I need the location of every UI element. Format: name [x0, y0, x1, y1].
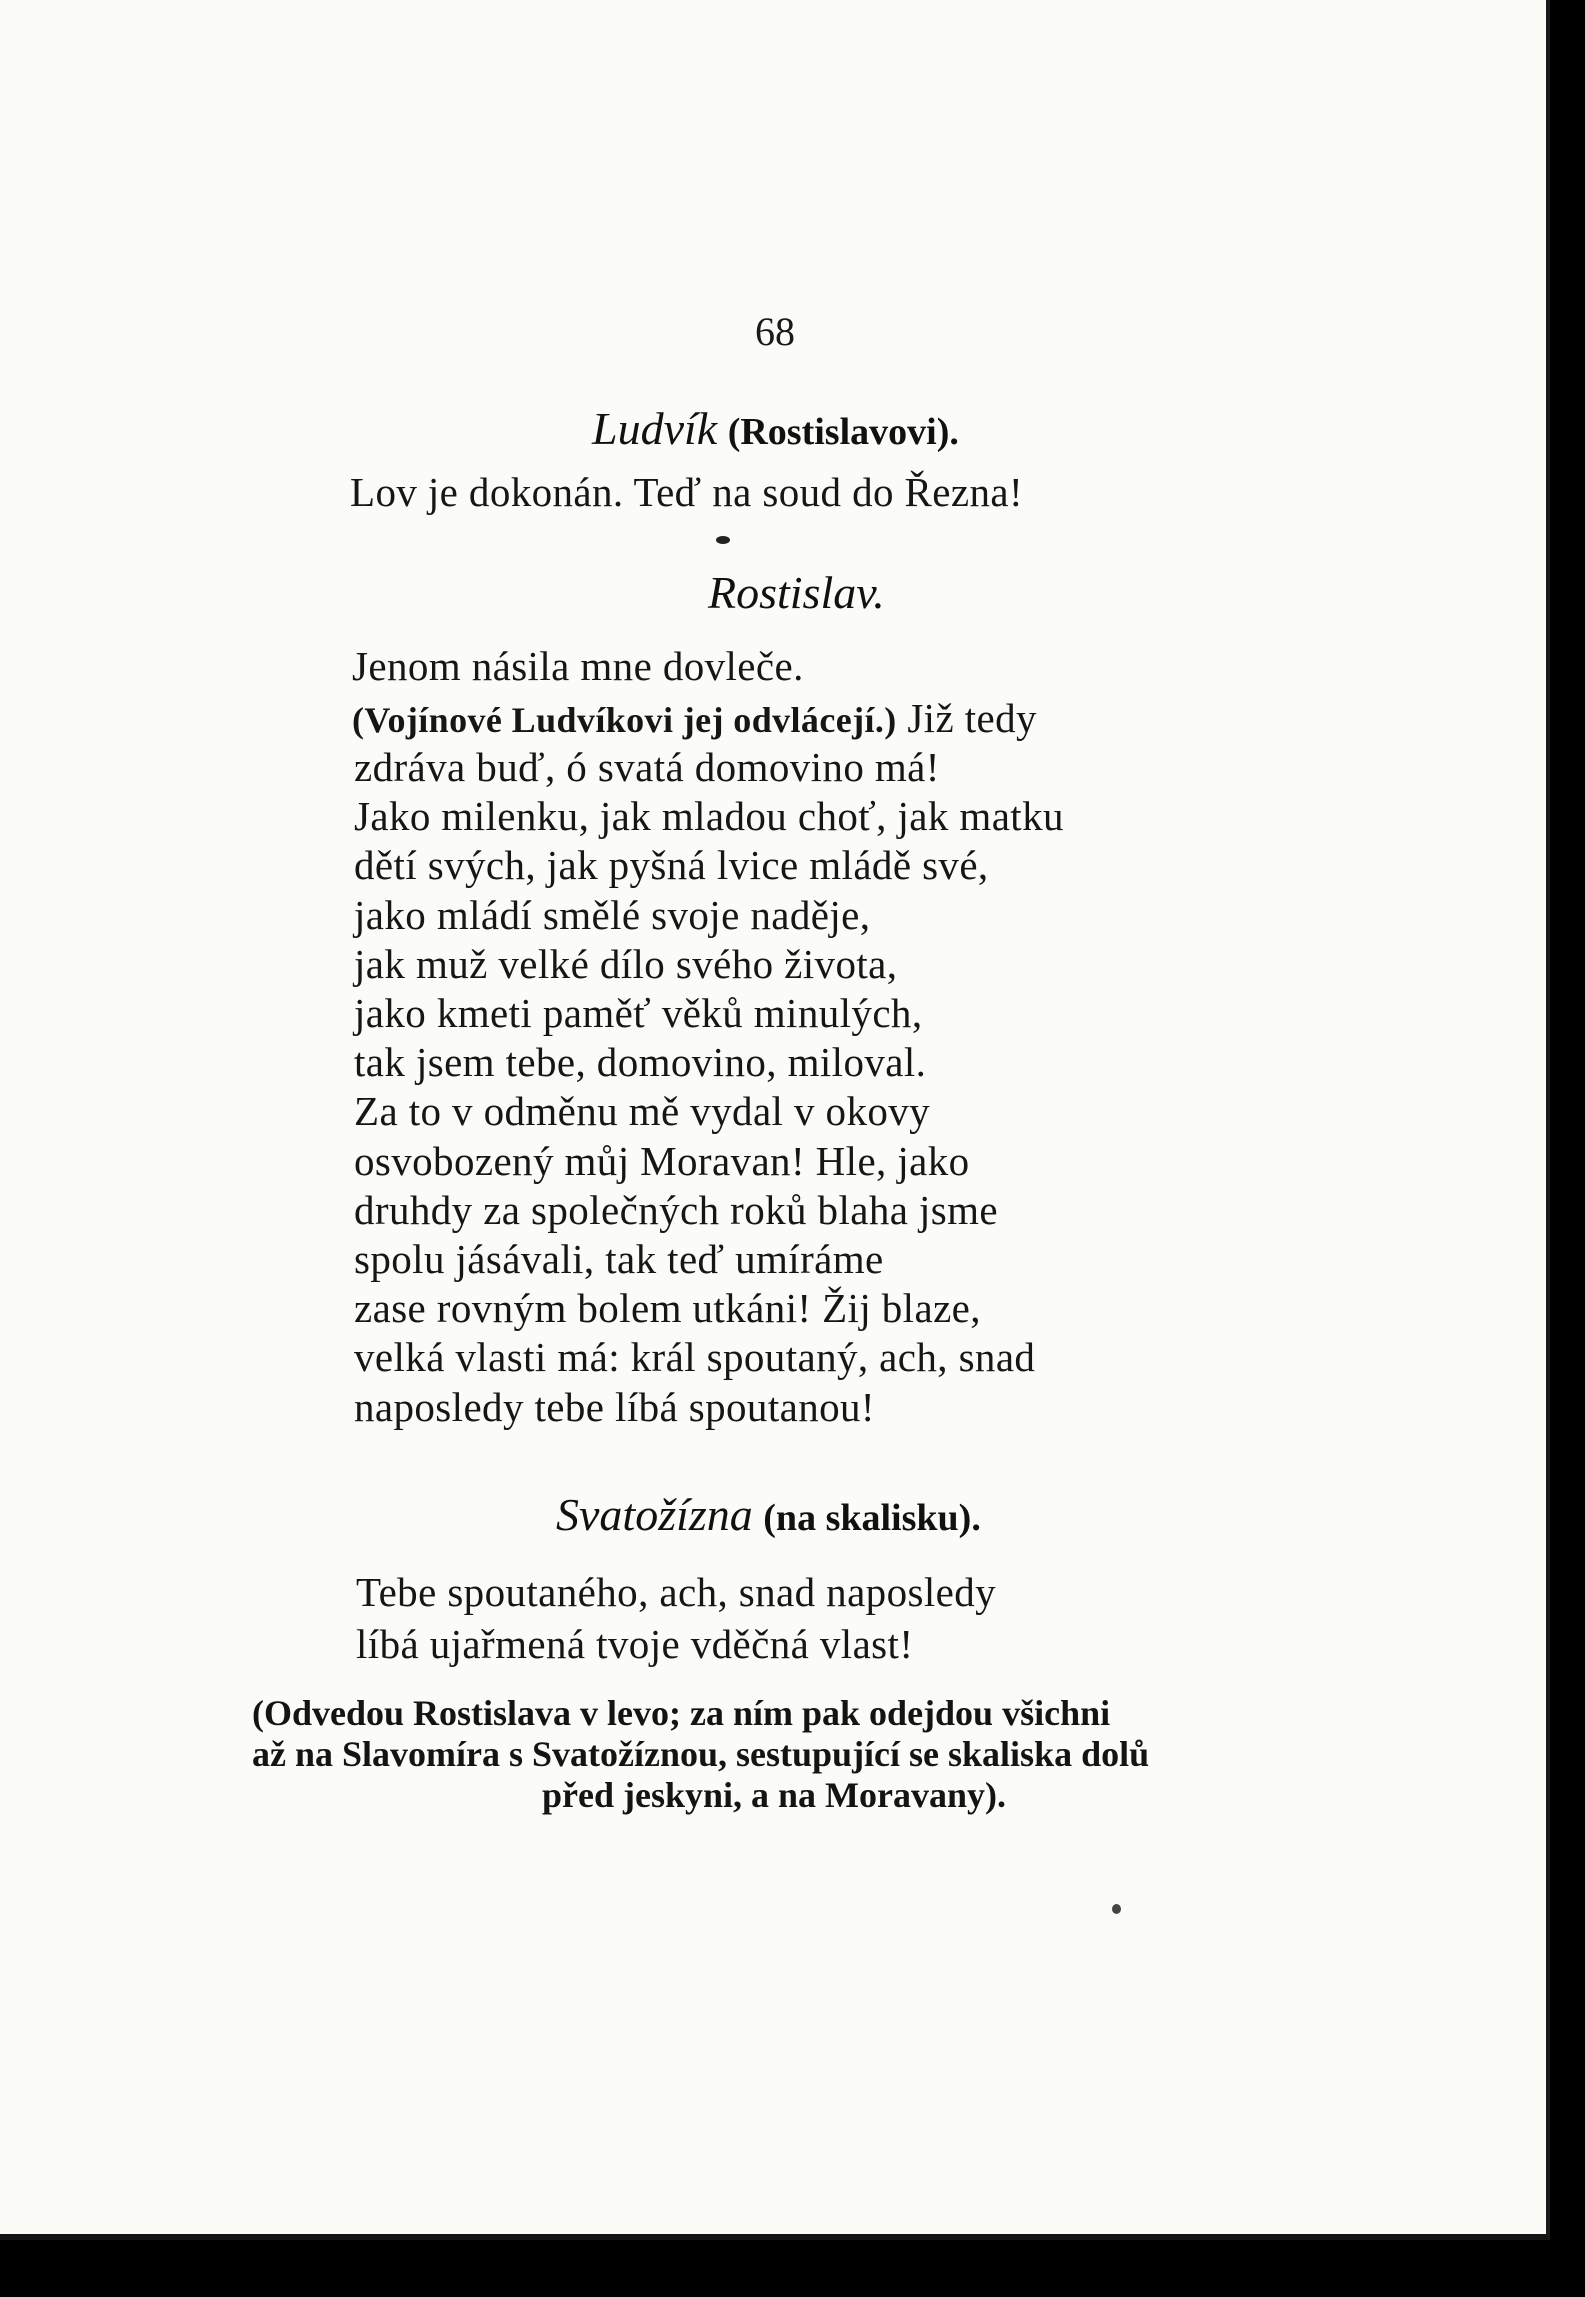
verse-line: zase rovným bolem utkáni! Žij blaze,	[354, 1285, 981, 1332]
ink-smudge	[716, 536, 730, 544]
verse-line: jako kmeti paměť věků minulých,	[354, 990, 923, 1036]
verse-line: Lov je dokonán. Teď na soud do Řezna!	[350, 469, 1024, 515]
speaker-heading-ludvik	[592, 402, 959, 455]
verse-line: Jenom násila mne dovleče.	[352, 643, 804, 689]
stage-direction-inline: (na skalisku).	[763, 1497, 981, 1539]
stage-direction-inline: (Rostislavovi).	[727, 411, 959, 453]
stage-direction-line: až na Slavomíra s Svatožíznou, sestupující se skaliska dolů	[252, 1734, 1150, 1774]
speaker-heading-svatozizna	[556, 1488, 981, 1541]
verse-line: spolu jásávali, tak teď umíráme	[354, 1236, 884, 1282]
verse-line: jako mládí smělé svoje naděje,	[354, 891, 871, 938]
verse-line: Jako milenku, jak mladou choť, jak matku	[354, 793, 1064, 840]
verse-line: jak muž velké dílo svého života,	[354, 940, 898, 987]
speaker-name: Rostislav.	[708, 567, 885, 618]
verse-line: Tebe spoutaného, ach, snad naposledy	[356, 1569, 997, 1615]
ink-dot	[1112, 1904, 1121, 1914]
speaker-heading-rostislav	[708, 566, 885, 619]
verse-line: dětí svých, jak pyšná lvice mládě své,	[354, 842, 989, 889]
speaker-name: Svatožízna	[556, 1489, 753, 1540]
speaker-name: Ludvík	[592, 403, 718, 454]
verse-line: osvobozený můj Moravan! Hle, jako	[354, 1137, 970, 1184]
stage-direction-line: před jeskyni, a na Moravany).	[542, 1775, 1007, 1815]
verse-line: tak jsem tebe, domovino, miloval.	[354, 1039, 927, 1086]
verse-line: zdráva buď, ó svatá domovino má!	[354, 744, 940, 790]
verse-line: naposledy tebe líbá spoutanou!	[354, 1383, 875, 1430]
verse-line-with-direction	[352, 694, 1037, 742]
verse-line: druhdy za společných roků blaha jsme	[354, 1186, 999, 1233]
stage-direction-line: (Odvedou Rostislava v levo; za ním pak odejdou všichni	[252, 1693, 1111, 1733]
verse-text: Již tedy	[896, 695, 1037, 741]
page-number: 68	[755, 309, 795, 354]
stage-direction-inline: (Vojínové Ludvíkovi jej odvlácejí.)	[352, 700, 897, 740]
verse-line: líbá ujařmená tvoje vděčná vlast!	[356, 1621, 914, 1667]
verse-line: Za to v odměnu mě vydal v okovy	[354, 1088, 931, 1135]
verse-line: velká vlasti má: král spoutaný, ach, snad	[354, 1334, 1036, 1381]
